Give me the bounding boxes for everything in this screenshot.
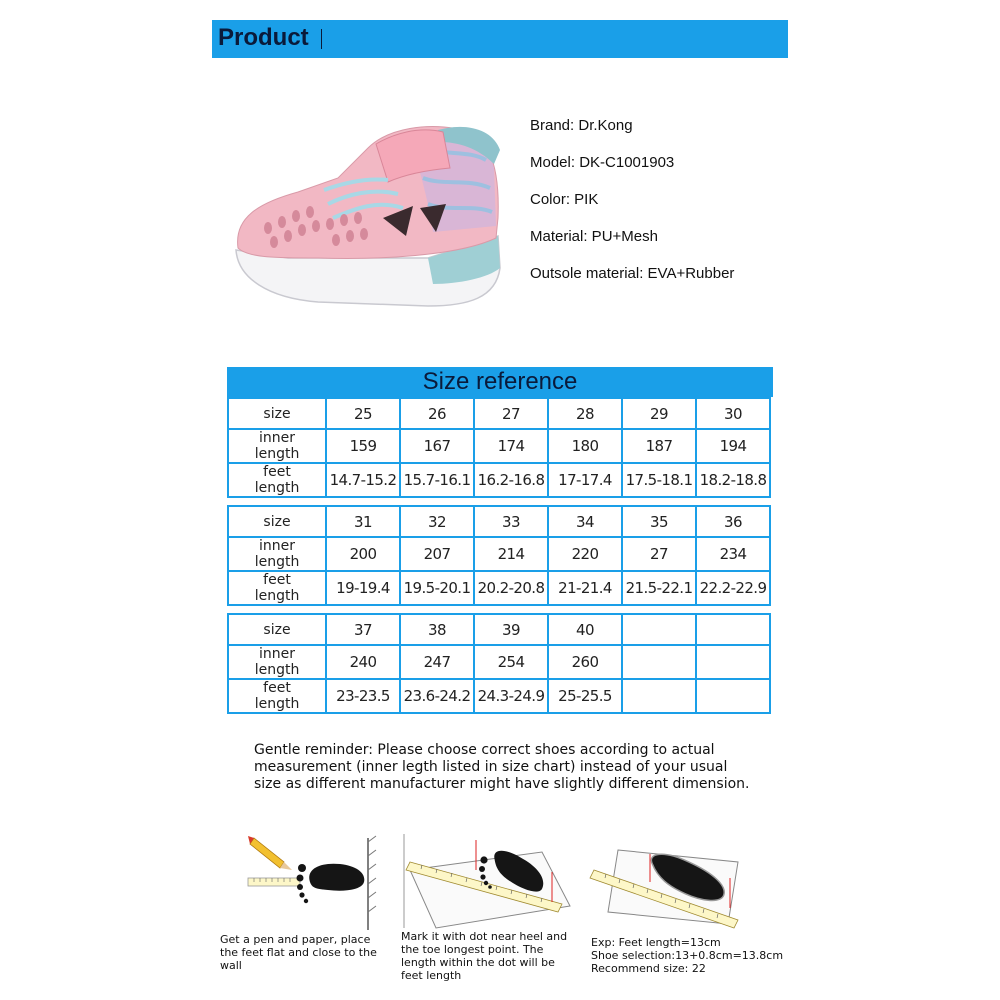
inner-length-cell: 254 [474,645,548,679]
feet-length-cell: 18.2-18.8 [696,463,770,497]
size-cell: 33 [474,506,548,537]
header-bar [212,20,788,58]
feet-length-cell: 15.7-16.1 [400,463,474,497]
inner-length-cell: 220 [548,537,622,571]
feet-length-cell: 14.7-15.2 [326,463,400,497]
feet-length-cell: 21.5-22.1 [622,571,696,605]
feet-length-cell: 22.2-22.9 [696,571,770,605]
feet-length-cell: 23.6-24.2 [400,679,474,713]
size-cell: 38 [400,614,474,645]
inner-length-cell: 194 [696,429,770,463]
inner-length-cell [696,645,770,679]
spec-brand: Brand: Dr.Kong [530,117,633,134]
feet-length-cell: 19.5-20.1 [400,571,474,605]
inner-length-cell: 260 [548,645,622,679]
size-reference-title: Size reference [422,368,578,395]
size-label: size [228,398,326,429]
inner-length-cell: 200 [326,537,400,571]
table-row [228,571,770,605]
step-3-caption [591,936,791,975]
size-cell [696,614,770,645]
size-table-block-1 [227,397,771,498]
size-cell: 32 [400,506,474,537]
size-cell: 26 [400,398,474,429]
size-reference-bar [227,367,773,397]
inner-length-cell: 159 [326,429,400,463]
gentle-reminder: Gentle reminder: Please choose correct shoes according to actual measurement (inner legth listed in size chart) instead of your usual size as different manufacturer might have slightly different dimension. [254,742,750,792]
product-image [228,108,510,314]
table-row [228,679,770,713]
inner-length-cell: 207 [400,537,474,571]
spec-outsole: Outsole material: EVA+Rubber [530,265,735,282]
step-2-caption: Mark it with dot near heel and the toe longest point. The length within the dot will be feet length [401,930,568,982]
table-row [228,645,770,679]
size-cell [622,614,696,645]
size-cell: 29 [622,398,696,429]
inner-length-cell: 240 [326,645,400,679]
feet-length-cell: 24.3-24.9 [474,679,548,713]
feet-length-cell: 17-17.4 [548,463,622,497]
size-cell: 37 [326,614,400,645]
table-row [228,506,770,537]
feet-length-cell: 20.2-20.8 [474,571,548,605]
step-3-caption-line-1: Exp: Feet length=13cm [591,936,721,949]
feet-length-label: feet length [228,679,326,713]
feet-length-cell: 16.2-16.8 [474,463,548,497]
page-title: Product [218,24,309,51]
inner-length-cell: 234 [696,537,770,571]
feet-length-cell: 17.5-18.1 [622,463,696,497]
feet-length-cell: 19-19.4 [326,571,400,605]
spec-color: Color: PIK [530,191,599,208]
size-cell: 34 [548,506,622,537]
size-cell: 25 [326,398,400,429]
inner-length-cell [622,645,696,679]
size-cell: 36 [696,506,770,537]
spec-model: Model: DK-C1001903 [530,154,675,171]
table-row [228,429,770,463]
step-2-illustration [402,832,572,930]
feet-length-cell: 21-21.4 [548,571,622,605]
inner-length-label: inner length [228,537,326,571]
size-cell: 28 [548,398,622,429]
step-3-caption-line-2: Shoe selection:13+0.8cm=13.8cm [591,949,784,962]
inner-length-cell: 27 [622,537,696,571]
inner-length-cell: 167 [400,429,474,463]
size-cell: 35 [622,506,696,537]
step-3-illustration [588,842,748,934]
step-1-illustration [240,832,380,932]
table-row [228,614,770,645]
feet-length-cell: 23-23.5 [326,679,400,713]
size-cell: 30 [696,398,770,429]
feet-length-cell [622,679,696,713]
size-label: size [228,614,326,645]
inner-length-label: inner length [228,429,326,463]
inner-length-label: inner length [228,645,326,679]
text-cursor [321,29,322,49]
table-row [228,537,770,571]
inner-length-cell: 214 [474,537,548,571]
size-label: size [228,506,326,537]
size-cell: 31 [326,506,400,537]
size-table-block-3 [227,613,771,714]
size-cell: 27 [474,398,548,429]
feet-length-label: feet length [228,571,326,605]
size-cell: 39 [474,614,548,645]
inner-length-cell: 247 [400,645,474,679]
step-3-caption-line-3: Recommend size: 22 [591,962,706,975]
inner-length-cell: 174 [474,429,548,463]
feet-length-label: feet length [228,463,326,497]
inner-length-cell: 180 [548,429,622,463]
inner-length-cell: 187 [622,429,696,463]
step-1-caption: Get a pen and paper, place the feet flat and close to the wall [220,933,377,972]
size-table-block-2 [227,505,771,606]
spec-material: Material: PU+Mesh [530,228,658,245]
table-row [228,398,770,429]
feet-length-cell [696,679,770,713]
feet-length-cell: 25-25.5 [548,679,622,713]
size-cell: 40 [548,614,622,645]
table-row [228,463,770,497]
